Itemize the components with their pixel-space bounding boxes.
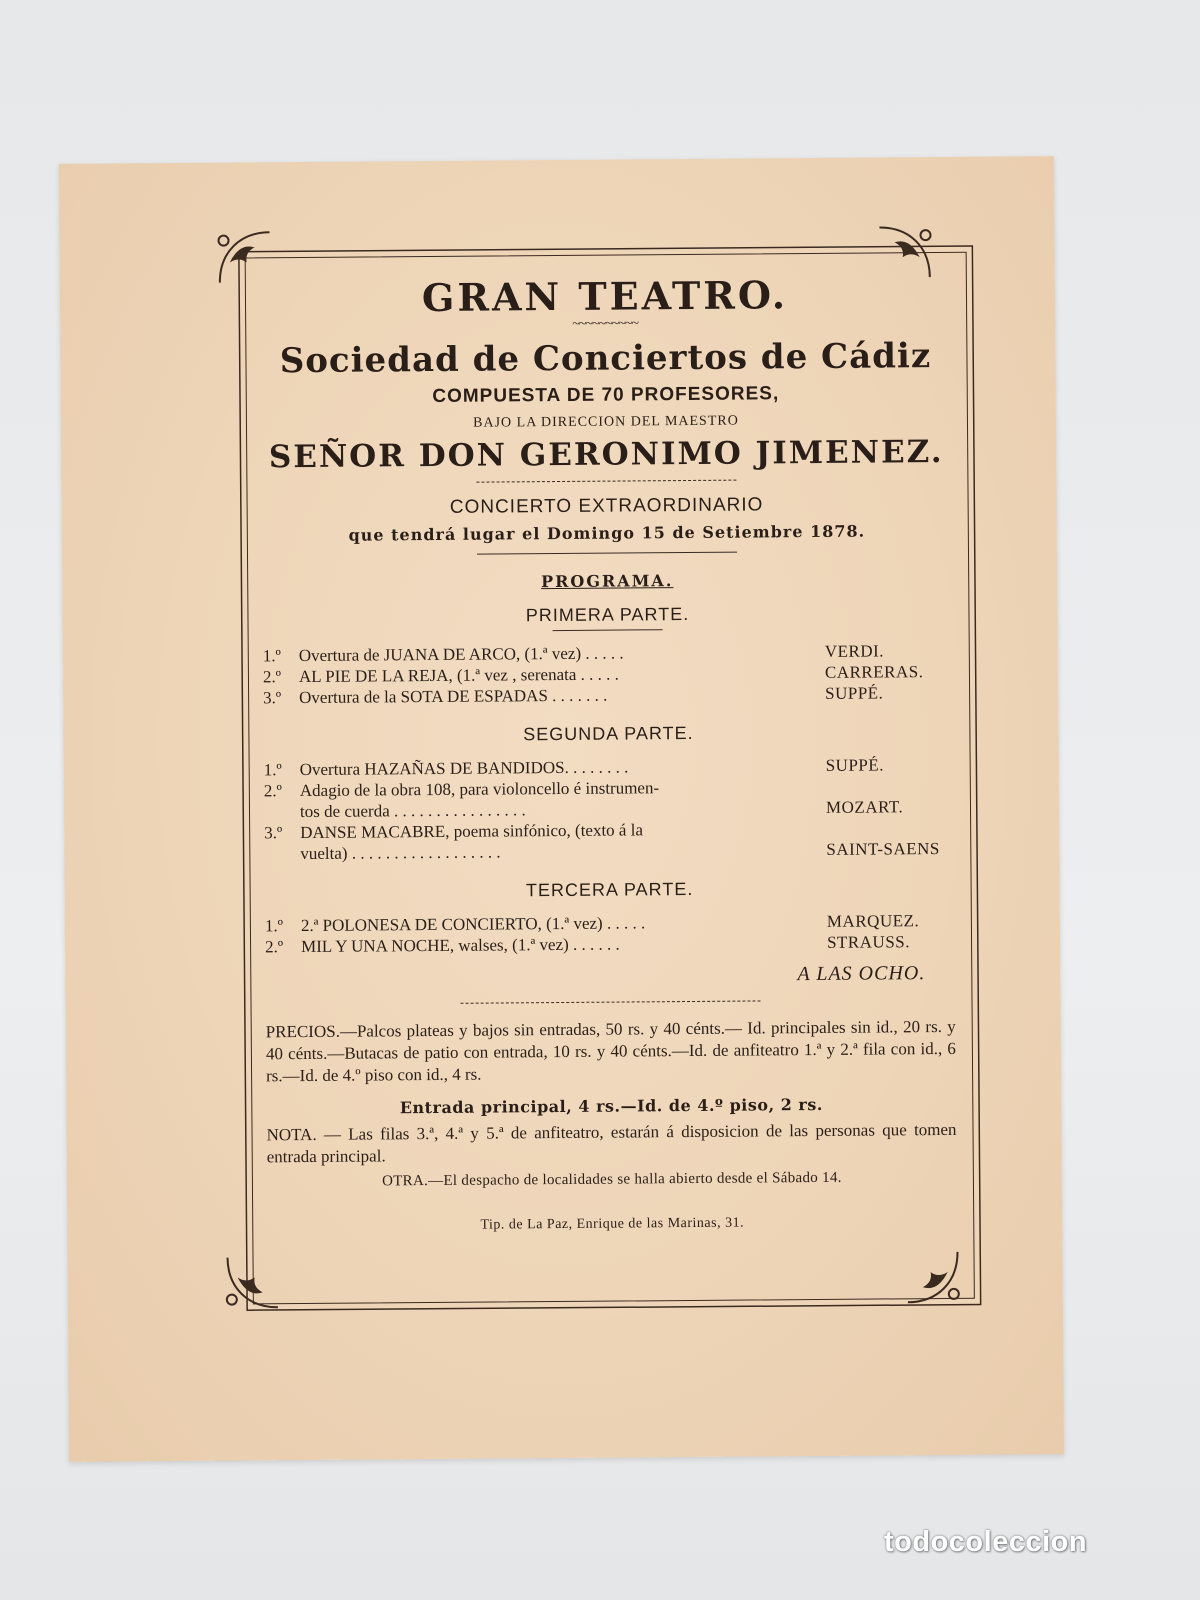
- program-item: [265, 931, 955, 957]
- divider: [476, 480, 736, 483]
- program-heading: PROGRAMA.: [540, 571, 674, 592]
- other-note: OTRA.—El despacho de localidades se halla abierto desde el Sábado 14.: [381, 1169, 842, 1190]
- theatre-title: GRAN TEATRO.: [421, 272, 789, 321]
- playbill-content: [260, 267, 958, 1235]
- divider: [553, 629, 663, 631]
- printer-imprint: Tip. de La Paz, Enrique de las Marinas, 31.: [480, 1215, 745, 1233]
- concert-type: CONCIERTO EXTRAORDINARIO: [449, 494, 764, 518]
- item-title: MIL Y UNA NOCHE, walses, (1.ª vez) . . . . . .: [300, 934, 620, 957]
- item-title: Overtura de JUANA DE ARCO, (1.ª vez) . . . . .: [298, 643, 624, 666]
- item-composer: MOZART.: [825, 797, 904, 817]
- item-number: 2.º: [262, 667, 282, 687]
- item-number: 1.º: [264, 916, 284, 936]
- item-title: Overtura HAZAÑAS DE BANDIDOS. . . . . . . .: [299, 757, 629, 780]
- item-number: 1.º: [262, 646, 281, 666]
- watermark-logo: todocoleccion: [884, 1526, 1088, 1558]
- note-text: NOTA. — Las filas 3.ª, 4.ª y 5.ª de anfiteatro, estarán á disposicion de las personas que tomen entrada principal.: [266, 1119, 957, 1167]
- entrance-prices: Entrada principal, 4 rs.—Id. de 4.º piso, 2 rs.: [399, 1094, 823, 1118]
- program-list: [264, 754, 955, 864]
- item-title: tos de cuerda . . . . . . . . . . . . . . . .: [299, 800, 526, 822]
- item-title: 2.ª POLONESA DE CONCIERTO, (1.ª vez) . . . . .: [300, 913, 646, 936]
- divider: [477, 552, 737, 555]
- item-number: [264, 801, 300, 822]
- corner-ornament-icon: [897, 1242, 968, 1313]
- item-composer: SUPPÉ.: [825, 683, 884, 703]
- item-composer: CARRERAS.: [824, 662, 924, 682]
- item-title: vuelta) . . . . . . . . . . . . . . . . . .: [300, 842, 501, 864]
- item-title: Overtura de la SOTA DE ESPADAS . . . . . . .: [299, 685, 608, 708]
- item-composer: SAINT-SAENS: [826, 839, 940, 859]
- item-composer: VERDI.: [824, 641, 885, 661]
- program-parts: [262, 602, 955, 957]
- conductor-name: SEÑOR DON GERONIMO JIMENEZ.: [268, 433, 944, 476]
- item-title: DANSE MACABRE, poema sinfónico, (texto á la: [300, 820, 644, 843]
- item-title: AL PIE DE LA REJA, (1.ª vez , serenata . . . . .: [298, 664, 619, 687]
- part-title: SEGUNDA PARTE.: [523, 722, 694, 745]
- society-name: Sociedad de Conciertos de Cádiz: [279, 336, 932, 382]
- direction-label: BAJO LA DIRECCION DEL MAESTRO: [473, 413, 739, 431]
- item-number: [264, 843, 300, 864]
- part-title: PRIMERA PARTE.: [525, 603, 690, 626]
- item-title: Adagio de la obra 108, para violoncello é instrumen-: [299, 778, 660, 801]
- orchestra-size: COMPUESTA DE 70 PROFESORES,: [432, 383, 780, 408]
- program-list: [263, 640, 953, 708]
- part-title: TERCERA PARTE.: [525, 878, 694, 901]
- playbill-paper: [59, 156, 1064, 1462]
- item-number: 2.º: [263, 781, 282, 801]
- item-number: 2.º: [264, 937, 284, 957]
- item-composer: MARQUEZ.: [826, 911, 920, 931]
- item-composer: [826, 817, 954, 839]
- item-number: 3.º: [264, 823, 283, 843]
- concert-date: que tendrá lugar el Domingo 15 de Setiembre 1878.: [348, 521, 866, 545]
- program-item: [264, 838, 954, 864]
- corner-ornament-icon: [217, 1247, 288, 1318]
- item-composer: STRAUSS.: [826, 932, 911, 952]
- item-composer: [826, 775, 954, 797]
- start-time: A LAS OCHO.: [797, 962, 926, 986]
- item-number: 3.º: [263, 688, 282, 708]
- prices-text: PRECIOS.—Palcos plateas y bajos sin entradas, 50 rs. y 40 cénts.— Id. principales sin id., 20 rs. y 40 cénts.—Butacas de patio con entrada, 10 rs. y 40 cénts.—Id. de anfiteatro 1.ª y 2.ª fila con id., 6 rs.—Id. de 4.º piso con id., 4 rs.: [265, 1016, 956, 1086]
- item-number: 1.º: [263, 760, 282, 780]
- wave-divider: ~~~~~~~~~~: [572, 316, 639, 332]
- divider: [461, 1000, 761, 1003]
- program-list: [265, 910, 955, 957]
- program-item: [263, 682, 953, 708]
- item-composer: SUPPÉ.: [825, 755, 885, 775]
